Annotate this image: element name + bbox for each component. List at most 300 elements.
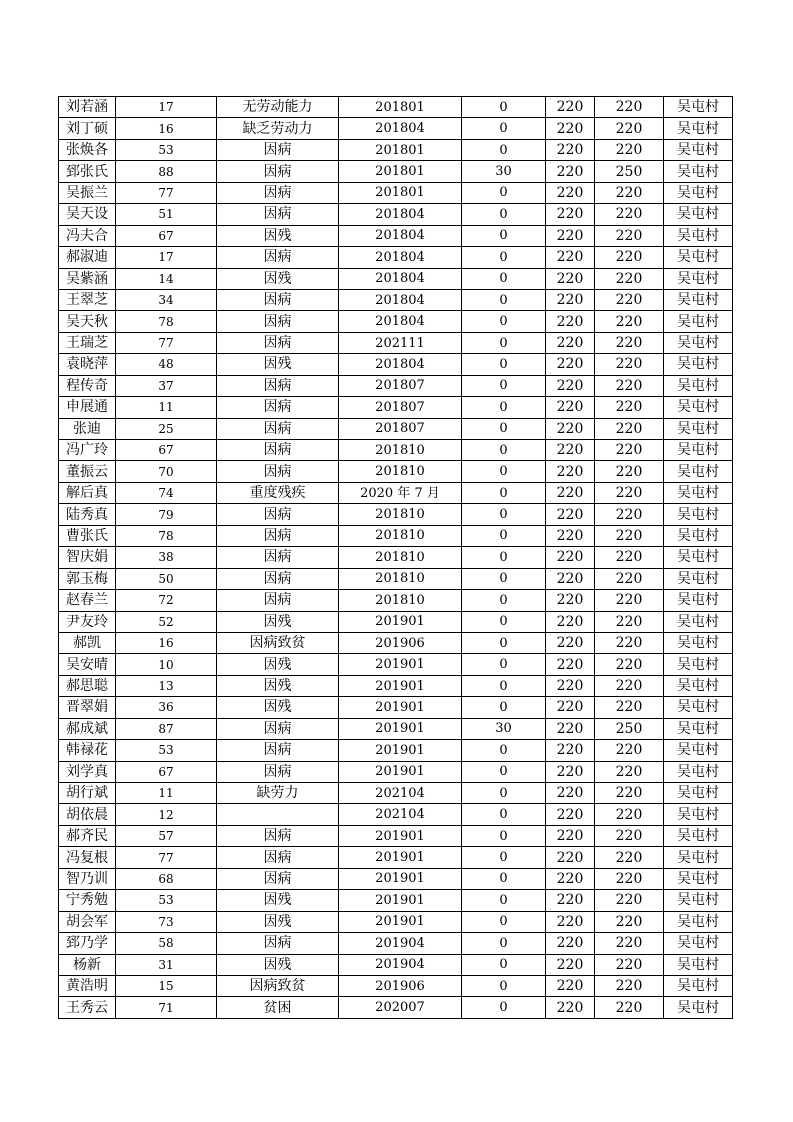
cell-base-amount: 220	[546, 482, 595, 503]
table-row	[59, 461, 733, 482]
cell-reason: 缺乏劳动力	[217, 118, 339, 139]
cell-age: 58	[116, 933, 217, 954]
cell-date: 201901	[339, 825, 462, 846]
cell-village: 吴屯村	[664, 847, 733, 868]
table-row	[59, 675, 733, 696]
cell-total-amount: 220	[595, 804, 664, 825]
cell-age: 37	[116, 375, 217, 396]
cell-extra-amount: 0	[462, 118, 546, 139]
cell-age: 53	[116, 139, 217, 160]
cell-age: 36	[116, 697, 217, 718]
cell-total-amount: 220	[595, 525, 664, 546]
cell-village: 吴屯村	[664, 697, 733, 718]
cell-name: 董振云	[59, 461, 116, 482]
cell-reason: 因病	[217, 740, 339, 761]
cell-name: 曹张氏	[59, 525, 116, 546]
cell-extra-amount: 0	[462, 182, 546, 203]
cell-total-amount: 220	[595, 975, 664, 996]
cell-total-amount: 220	[595, 697, 664, 718]
cell-date: 201901	[339, 654, 462, 675]
cell-extra-amount: 0	[462, 975, 546, 996]
cell-date: 201906	[339, 632, 462, 653]
cell-village: 吴屯村	[664, 182, 733, 203]
cell-extra-amount: 0	[462, 311, 546, 332]
cell-reason: 因病	[217, 161, 339, 182]
cell-village: 吴屯村	[664, 868, 733, 889]
cell-age: 51	[116, 204, 217, 225]
table-row	[59, 868, 733, 889]
cell-total-amount: 220	[595, 761, 664, 782]
cell-age: 10	[116, 654, 217, 675]
cell-date: 201901	[339, 847, 462, 868]
cell-name: 吴振兰	[59, 182, 116, 203]
cell-name: 刘若涵	[59, 97, 116, 118]
cell-village: 吴屯村	[664, 525, 733, 546]
cell-total-amount: 220	[595, 461, 664, 482]
cell-name: 冯复根	[59, 847, 116, 868]
cell-age: 25	[116, 418, 217, 439]
table-row	[59, 182, 733, 203]
cell-name: 郅张氏	[59, 161, 116, 182]
cell-total-amount: 220	[595, 225, 664, 246]
cell-age: 79	[116, 504, 217, 525]
cell-date: 201810	[339, 504, 462, 525]
cell-total-amount: 250	[595, 718, 664, 739]
cell-total-amount: 220	[595, 632, 664, 653]
cell-date: 201807	[339, 397, 462, 418]
cell-name: 刘学真	[59, 761, 116, 782]
cell-extra-amount: 0	[462, 461, 546, 482]
cell-age: 67	[116, 761, 217, 782]
cell-extra-amount: 0	[462, 204, 546, 225]
cell-date: 201901	[339, 868, 462, 889]
cell-name: 郝齐民	[59, 825, 116, 846]
cell-date: 202104	[339, 783, 462, 804]
cell-extra-amount: 0	[462, 761, 546, 782]
cell-extra-amount: 30	[462, 161, 546, 182]
table-row	[59, 911, 733, 932]
cell-reason: 因病	[217, 440, 339, 461]
cell-reason: 贫困	[217, 997, 339, 1018]
cell-name: 陆秀真	[59, 504, 116, 525]
cell-age: 71	[116, 997, 217, 1018]
cell-base-amount: 220	[546, 632, 595, 653]
cell-extra-amount: 0	[462, 611, 546, 632]
cell-date: 201901	[339, 890, 462, 911]
cell-name: 冯夫合	[59, 225, 116, 246]
cell-name: 王瑞芝	[59, 332, 116, 353]
table-row	[59, 161, 733, 182]
cell-village: 吴屯村	[664, 568, 733, 589]
cell-reason: 因残	[217, 675, 339, 696]
cell-age: 14	[116, 268, 217, 289]
cell-extra-amount: 0	[462, 825, 546, 846]
cell-name: 胡会军	[59, 911, 116, 932]
cell-reason: 因病致贫	[217, 975, 339, 996]
cell-date: 201906	[339, 975, 462, 996]
cell-village: 吴屯村	[664, 911, 733, 932]
cell-total-amount: 220	[595, 997, 664, 1018]
cell-name: 袁晓萍	[59, 354, 116, 375]
cell-reason: 因病	[217, 504, 339, 525]
cell-extra-amount: 0	[462, 954, 546, 975]
cell-base-amount: 220	[546, 397, 595, 418]
cell-extra-amount: 0	[462, 247, 546, 268]
cell-name: 解后真	[59, 482, 116, 503]
cell-extra-amount: 0	[462, 783, 546, 804]
cell-age: 77	[116, 332, 217, 353]
cell-base-amount: 220	[546, 332, 595, 353]
cell-village: 吴屯村	[664, 632, 733, 653]
cell-village: 吴屯村	[664, 547, 733, 568]
cell-reason: 因病	[217, 204, 339, 225]
table-row	[59, 332, 733, 353]
cell-age: 11	[116, 397, 217, 418]
beneficiary-table	[58, 96, 733, 1019]
cell-date: 201810	[339, 590, 462, 611]
cell-reason: 因病	[217, 525, 339, 546]
cell-reason: 因病	[217, 289, 339, 310]
cell-total-amount: 220	[595, 590, 664, 611]
cell-total-amount: 220	[595, 118, 664, 139]
cell-village: 吴屯村	[664, 975, 733, 996]
cell-reason: 因病	[217, 547, 339, 568]
cell-village: 吴屯村	[664, 332, 733, 353]
cell-date: 201904	[339, 933, 462, 954]
cell-date: 201804	[339, 118, 462, 139]
cell-age: 77	[116, 847, 217, 868]
table-row	[59, 311, 733, 332]
cell-name: 郅乃学	[59, 933, 116, 954]
cell-extra-amount: 0	[462, 890, 546, 911]
cell-village: 吴屯村	[664, 311, 733, 332]
table-row	[59, 761, 733, 782]
cell-total-amount: 220	[595, 740, 664, 761]
cell-village: 吴屯村	[664, 397, 733, 418]
cell-base-amount: 220	[546, 718, 595, 739]
cell-village: 吴屯村	[664, 783, 733, 804]
cell-date: 201804	[339, 354, 462, 375]
cell-age: 15	[116, 975, 217, 996]
cell-age: 88	[116, 161, 217, 182]
cell-total-amount: 220	[595, 568, 664, 589]
cell-age: 72	[116, 590, 217, 611]
cell-base-amount: 220	[546, 161, 595, 182]
cell-total-amount: 220	[595, 354, 664, 375]
cell-base-amount: 220	[546, 461, 595, 482]
table-row	[59, 354, 733, 375]
table-row	[59, 504, 733, 525]
cell-age: 74	[116, 482, 217, 503]
cell-base-amount: 220	[546, 911, 595, 932]
cell-date: 202007	[339, 997, 462, 1018]
cell-name: 尹友玲	[59, 611, 116, 632]
cell-name: 韩禄花	[59, 740, 116, 761]
cell-village: 吴屯村	[664, 139, 733, 160]
table-row	[59, 975, 733, 996]
table-row	[59, 289, 733, 310]
cell-base-amount: 220	[546, 654, 595, 675]
cell-name: 郝成斌	[59, 718, 116, 739]
cell-name: 张焕各	[59, 139, 116, 160]
cell-reason: 因病	[217, 933, 339, 954]
cell-base-amount: 220	[546, 890, 595, 911]
cell-reason: 因病	[217, 868, 339, 889]
cell-age: 67	[116, 440, 217, 461]
table-row	[59, 482, 733, 503]
cell-extra-amount: 30	[462, 718, 546, 739]
cell-reason: 因病	[217, 418, 339, 439]
table-row	[59, 590, 733, 611]
cell-age: 31	[116, 954, 217, 975]
cell-village: 吴屯村	[664, 289, 733, 310]
cell-base-amount: 220	[546, 225, 595, 246]
cell-village: 吴屯村	[664, 890, 733, 911]
cell-base-amount: 220	[546, 354, 595, 375]
cell-reason: 无劳动能力	[217, 97, 339, 118]
table-row	[59, 718, 733, 739]
cell-extra-amount: 0	[462, 911, 546, 932]
cell-village: 吴屯村	[664, 161, 733, 182]
cell-name: 郝凯	[59, 632, 116, 653]
cell-total-amount: 220	[595, 954, 664, 975]
cell-extra-amount: 0	[462, 354, 546, 375]
cell-total-amount: 220	[595, 247, 664, 268]
cell-base-amount: 220	[546, 547, 595, 568]
cell-name: 刘丁硕	[59, 118, 116, 139]
cell-village: 吴屯村	[664, 375, 733, 396]
cell-extra-amount: 0	[462, 268, 546, 289]
cell-name: 吴天设	[59, 204, 116, 225]
cell-extra-amount: 0	[462, 332, 546, 353]
cell-name: 吴天秋	[59, 311, 116, 332]
cell-village: 吴屯村	[664, 740, 733, 761]
cell-date: 201904	[339, 954, 462, 975]
cell-extra-amount: 0	[462, 397, 546, 418]
cell-base-amount: 220	[546, 247, 595, 268]
cell-reason: 因病	[217, 568, 339, 589]
cell-total-amount: 220	[595, 397, 664, 418]
cell-base-amount: 220	[546, 975, 595, 996]
cell-total-amount: 220	[595, 311, 664, 332]
cell-extra-amount: 0	[462, 632, 546, 653]
cell-reason: 因病	[217, 461, 339, 482]
cell-village: 吴屯村	[664, 461, 733, 482]
cell-date: 201810	[339, 440, 462, 461]
cell-base-amount: 220	[546, 204, 595, 225]
cell-extra-amount: 0	[462, 868, 546, 889]
cell-reason: 因残	[217, 654, 339, 675]
cell-date: 201804	[339, 247, 462, 268]
cell-extra-amount: 0	[462, 997, 546, 1018]
cell-name: 王翠芝	[59, 289, 116, 310]
cell-base-amount: 220	[546, 954, 595, 975]
cell-age: 16	[116, 118, 217, 139]
cell-base-amount: 220	[546, 182, 595, 203]
cell-extra-amount: 0	[462, 568, 546, 589]
table-row	[59, 804, 733, 825]
cell-total-amount: 220	[595, 504, 664, 525]
cell-total-amount: 220	[595, 418, 664, 439]
table-row	[59, 375, 733, 396]
cell-date: 201804	[339, 204, 462, 225]
cell-extra-amount: 0	[462, 225, 546, 246]
cell-total-amount: 220	[595, 268, 664, 289]
cell-extra-amount: 0	[462, 740, 546, 761]
cell-total-amount: 220	[595, 611, 664, 632]
table-row	[59, 204, 733, 225]
cell-village: 吴屯村	[664, 440, 733, 461]
cell-reason: 因残	[217, 890, 339, 911]
cell-total-amount: 220	[595, 375, 664, 396]
cell-base-amount: 220	[546, 847, 595, 868]
cell-total-amount: 220	[595, 440, 664, 461]
cell-name: 智庆娟	[59, 547, 116, 568]
cell-total-amount: 220	[595, 332, 664, 353]
cell-village: 吴屯村	[664, 482, 733, 503]
cell-reason: 因残	[217, 954, 339, 975]
cell-base-amount: 220	[546, 761, 595, 782]
cell-base-amount: 220	[546, 311, 595, 332]
table-row	[59, 697, 733, 718]
cell-name: 冯广玲	[59, 440, 116, 461]
table-row	[59, 247, 733, 268]
cell-reason: 因病	[217, 718, 339, 739]
cell-village: 吴屯村	[664, 761, 733, 782]
cell-extra-amount: 0	[462, 804, 546, 825]
cell-total-amount: 250	[595, 161, 664, 182]
cell-reason: 重度残疾	[217, 482, 339, 503]
cell-date: 201801	[339, 139, 462, 160]
cell-age: 52	[116, 611, 217, 632]
cell-total-amount: 220	[595, 139, 664, 160]
cell-date: 201901	[339, 761, 462, 782]
cell-total-amount: 220	[595, 783, 664, 804]
table-body	[59, 97, 733, 1019]
cell-name: 吴紫涵	[59, 268, 116, 289]
cell-date: 201901	[339, 740, 462, 761]
cell-date: 201804	[339, 289, 462, 310]
cell-date: 201804	[339, 311, 462, 332]
cell-extra-amount: 0	[462, 525, 546, 546]
cell-age: 11	[116, 783, 217, 804]
cell-extra-amount: 0	[462, 482, 546, 503]
cell-base-amount: 220	[546, 139, 595, 160]
cell-total-amount: 220	[595, 911, 664, 932]
cell-age: 57	[116, 825, 217, 846]
cell-date: 201804	[339, 225, 462, 246]
cell-total-amount: 220	[595, 933, 664, 954]
cell-extra-amount: 0	[462, 590, 546, 611]
cell-village: 吴屯村	[664, 504, 733, 525]
table-row	[59, 847, 733, 868]
cell-base-amount: 220	[546, 97, 595, 118]
cell-date: 201810	[339, 547, 462, 568]
cell-base-amount: 220	[546, 611, 595, 632]
cell-date: 201801	[339, 182, 462, 203]
table-row	[59, 440, 733, 461]
cell-date: 201901	[339, 611, 462, 632]
cell-village: 吴屯村	[664, 804, 733, 825]
table-row	[59, 890, 733, 911]
cell-base-amount: 220	[546, 568, 595, 589]
cell-reason: 因病	[217, 247, 339, 268]
cell-date: 2020 年 7 月	[339, 482, 462, 503]
cell-extra-amount: 0	[462, 847, 546, 868]
cell-age: 38	[116, 547, 217, 568]
table-row	[59, 225, 733, 246]
cell-name: 智乃训	[59, 868, 116, 889]
cell-age: 48	[116, 354, 217, 375]
cell-name: 程传奇	[59, 375, 116, 396]
cell-reason: 因残	[217, 911, 339, 932]
cell-base-amount: 220	[546, 804, 595, 825]
cell-total-amount: 220	[595, 204, 664, 225]
cell-base-amount: 220	[546, 740, 595, 761]
table-row	[59, 783, 733, 804]
cell-total-amount: 220	[595, 289, 664, 310]
cell-reason: 因病	[217, 311, 339, 332]
cell-name: 胡依晨	[59, 804, 116, 825]
cell-extra-amount: 0	[462, 654, 546, 675]
cell-base-amount: 220	[546, 440, 595, 461]
cell-total-amount: 220	[595, 654, 664, 675]
cell-date: 202111	[339, 332, 462, 353]
table-row	[59, 525, 733, 546]
cell-total-amount: 220	[595, 547, 664, 568]
table-row	[59, 547, 733, 568]
table-row	[59, 654, 733, 675]
cell-village: 吴屯村	[664, 225, 733, 246]
cell-date: 201901	[339, 697, 462, 718]
cell-age: 34	[116, 289, 217, 310]
cell-total-amount: 220	[595, 890, 664, 911]
cell-name: 杨新	[59, 954, 116, 975]
cell-reason: 因残	[217, 268, 339, 289]
cell-age: 17	[116, 247, 217, 268]
cell-date: 201810	[339, 568, 462, 589]
cell-reason: 因病	[217, 375, 339, 396]
cell-base-amount: 220	[546, 118, 595, 139]
cell-reason: 因病	[217, 847, 339, 868]
cell-base-amount: 220	[546, 418, 595, 439]
cell-age: 87	[116, 718, 217, 739]
cell-date: 201901	[339, 911, 462, 932]
cell-extra-amount: 0	[462, 547, 546, 568]
cell-name: 宁秀勉	[59, 890, 116, 911]
cell-age: 78	[116, 525, 217, 546]
cell-reason: 缺劳力	[217, 783, 339, 804]
cell-village: 吴屯村	[664, 954, 733, 975]
cell-reason: 因病	[217, 332, 339, 353]
cell-village: 吴屯村	[664, 997, 733, 1018]
cell-age: 70	[116, 461, 217, 482]
cell-reason: 因病致贫	[217, 632, 339, 653]
cell-extra-amount: 0	[462, 375, 546, 396]
cell-village: 吴屯村	[664, 418, 733, 439]
cell-date: 201901	[339, 675, 462, 696]
cell-age: 13	[116, 675, 217, 696]
cell-date: 201807	[339, 375, 462, 396]
cell-base-amount: 220	[546, 375, 595, 396]
table-row	[59, 997, 733, 1018]
cell-name: 郝思聪	[59, 675, 116, 696]
cell-extra-amount: 0	[462, 504, 546, 525]
cell-village: 吴屯村	[664, 590, 733, 611]
cell-village: 吴屯村	[664, 204, 733, 225]
cell-village: 吴屯村	[664, 247, 733, 268]
cell-name: 郝淑迪	[59, 247, 116, 268]
